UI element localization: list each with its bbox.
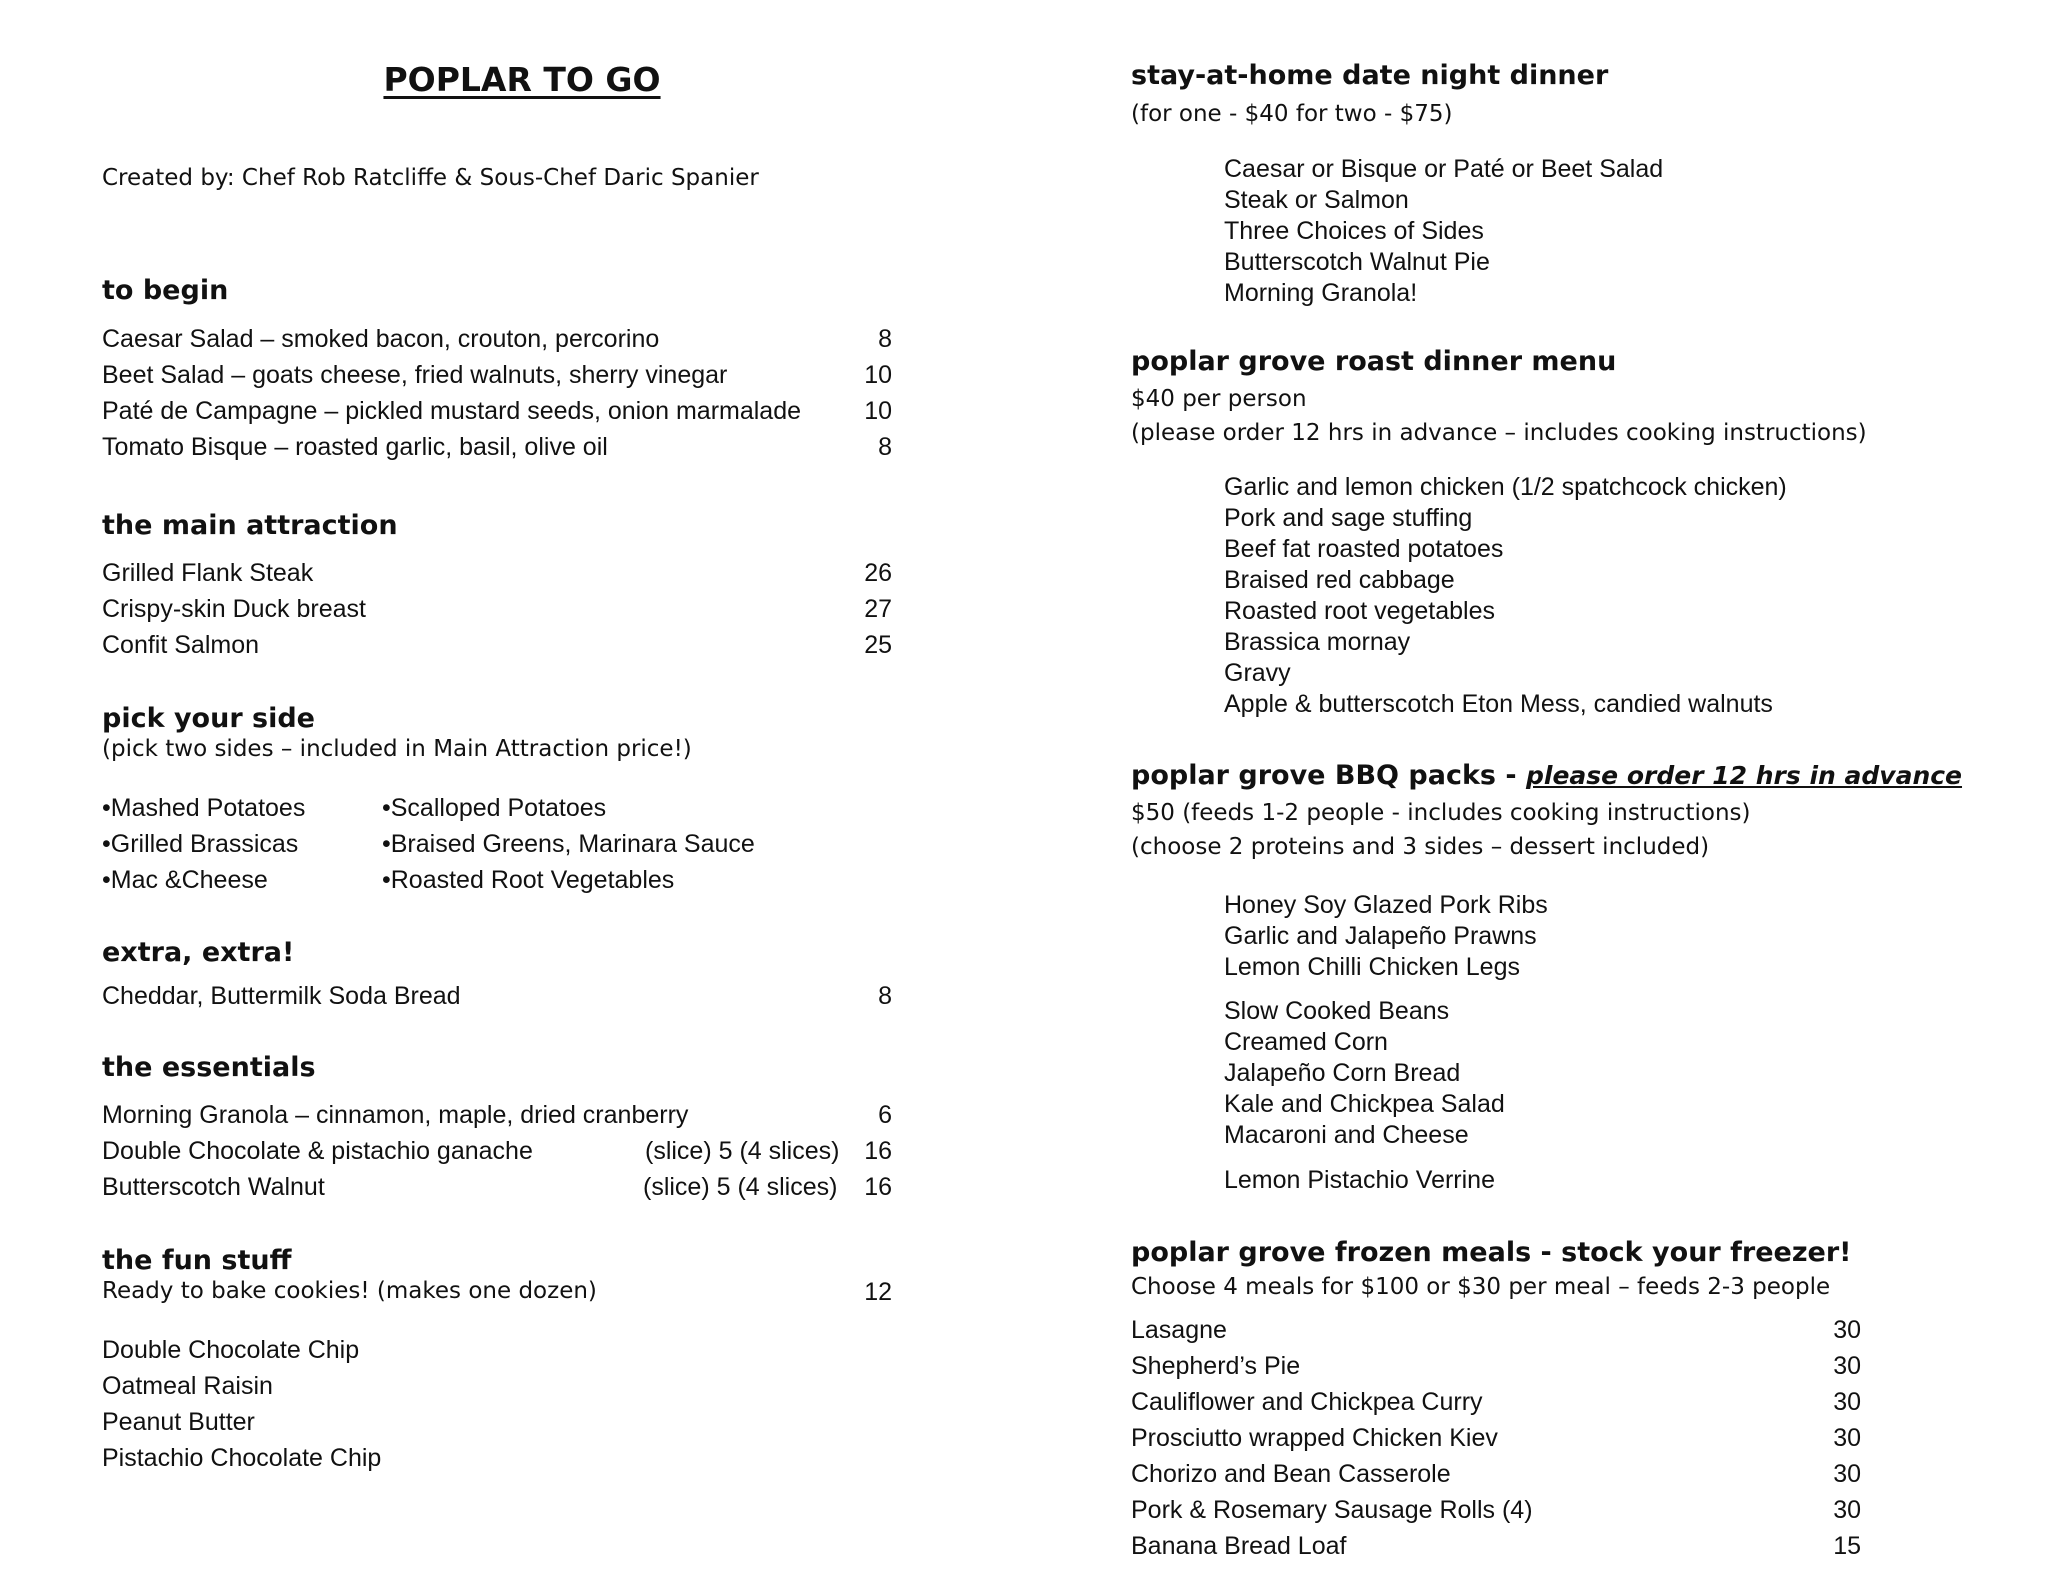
bbq-side: Creamed Corn — [1224, 1028, 1388, 1056]
section-sub: Ready to bake cookies! (makes one dozen) — [102, 1278, 597, 1304]
menu-item-name: Confit Salmon — [102, 631, 260, 659]
side-item: •Scalloped Potatoes — [382, 794, 607, 822]
menu-item-price: 30 — [1833, 1316, 1861, 1344]
menu-item-name: Shepherd’s Pie — [1131, 1352, 1301, 1380]
bbq-side: Jalapeño Corn Bread — [1224, 1059, 1461, 1087]
section-heading-date-night: stay-at-home date night dinner — [1131, 60, 1609, 91]
menu-item-price: 6 — [878, 1101, 892, 1129]
menu-item-price: 10 — [864, 361, 892, 389]
section-sub: (choose 2 proteins and 3 sides – dessert included) — [1131, 834, 1710, 860]
menu-item-name: Beet Salad – goats cheese, fried walnuts, sherry vinegar — [102, 361, 728, 389]
menu-item-name: Grilled Flank Steak — [102, 559, 314, 587]
side-item: •Grilled Brassicas — [102, 830, 299, 858]
package-item: Morning Granola! — [1224, 279, 1418, 307]
menu-item-note: (slice) 5 (4 slices) — [643, 1173, 838, 1201]
menu-item-price: 30 — [1833, 1424, 1861, 1452]
menu-item-name: Tomato Bisque – roasted garlic, basil, olive oil — [102, 433, 608, 461]
menu-item-price: 30 — [1833, 1388, 1861, 1416]
side-item: •Roasted Root Vegetables — [382, 866, 675, 894]
menu-item-price: 10 — [864, 397, 892, 425]
package-item: Apple & butterscotch Eton Mess, candied walnuts — [1224, 690, 1773, 718]
menu-item-name: Paté de Campagne – pickled mustard seeds, onion marmalade — [102, 397, 802, 425]
section-heading-essentials: the essentials — [102, 1052, 316, 1083]
bbq-side: Macaroni and Cheese — [1224, 1121, 1469, 1149]
package-item: Caesar or Bisque or Paté or Beet Salad — [1224, 155, 1664, 183]
bbq-dessert: Lemon Pistachio Verrine — [1224, 1166, 1495, 1194]
bbq-protein: Garlic and Jalapeño Prawns — [1224, 922, 1537, 950]
menu-item-name: Double Chocolate & pistachio ganache — [102, 1137, 533, 1165]
menu-item-price: 12 — [864, 1278, 892, 1306]
bbq-heading-separator: - — [1496, 760, 1527, 791]
section-note: (pick two sides – included in Main Attraction price!) — [102, 736, 692, 762]
menu-item-price: 8 — [878, 325, 892, 353]
package-item: Gravy — [1224, 659, 1291, 687]
menu-item-note: (slice) 5 (4 slices) — [645, 1137, 840, 1165]
package-item: Butterscotch Walnut Pie — [1224, 248, 1490, 276]
menu-item-name: Prosciutto wrapped Chicken Kiev — [1131, 1424, 1498, 1452]
bbq-protein: Lemon Chilli Chicken Legs — [1224, 953, 1520, 981]
menu-item-price: 30 — [1833, 1460, 1861, 1488]
menu-item-name: Banana Bread Loaf — [1131, 1532, 1347, 1560]
cookie-item: Double Chocolate Chip — [102, 1336, 360, 1364]
package-item: Roasted root vegetables — [1224, 597, 1496, 625]
menu-item-price: 8 — [878, 433, 892, 461]
menu-item-price: 30 — [1833, 1352, 1861, 1380]
bbq-heading-text: poplar grove BBQ packs — [1131, 760, 1496, 791]
menu-item-price: 16 — [864, 1173, 892, 1201]
menu-item-price: 26 — [864, 559, 892, 587]
side-item: •Braised Greens, Marinara Sauce — [382, 830, 755, 858]
side-item: •Mac &Cheese — [102, 866, 268, 894]
section-heading-roast: poplar grove roast dinner menu — [1131, 346, 1617, 377]
package-item: Three Choices of Sides — [1224, 217, 1484, 245]
section-sub: $50 (feeds 1-2 people - includes cooking instructions) — [1131, 800, 1751, 826]
package-item: Garlic and lemon chicken (1/2 spatchcock chicken) — [1224, 473, 1787, 501]
section-heading-sides: pick your side — [102, 703, 315, 734]
menu-item-name: Caesar Salad – smoked bacon, crouton, percorino — [102, 325, 660, 353]
cookie-item: Pistachio Chocolate Chip — [102, 1444, 382, 1472]
package-item: Steak or Salmon — [1224, 186, 1409, 214]
package-item: Beef fat roasted potatoes — [1224, 535, 1504, 563]
side-item: •Mashed Potatoes — [102, 794, 306, 822]
section-heading-extra: extra, extra! — [102, 937, 295, 968]
menu-item-name: Lasagne — [1131, 1316, 1227, 1344]
bbq-protein: Honey Soy Glazed Pork Ribs — [1224, 891, 1548, 919]
section-sub: (for one - $40 for two - $75) — [1131, 101, 1453, 127]
menu-item-name: Cauliflower and Chickpea Curry — [1131, 1388, 1483, 1416]
menu-item-price: 25 — [864, 631, 892, 659]
section-heading-fun: the fun stuff — [102, 1245, 292, 1276]
credit-line: Created by: Chef Rob Ratcliffe & Sous-Chef Daric Spanier — [102, 165, 759, 191]
section-heading-to-begin: to begin — [102, 275, 229, 306]
menu-item-price: 30 — [1833, 1496, 1861, 1524]
menu-item-price: 16 — [864, 1137, 892, 1165]
section-heading-frozen: poplar grove frozen meals - stock your freezer! — [1131, 1237, 1852, 1268]
menu-item-price: 27 — [864, 595, 892, 623]
section-sub: $40 per person — [1131, 386, 1307, 412]
menu-item-price: 15 — [1833, 1532, 1861, 1560]
menu-item-name: Butterscotch Walnut — [102, 1173, 325, 1201]
section-heading-bbq — [1131, 760, 1962, 791]
menu-item-name: Crispy-skin Duck breast — [102, 595, 366, 623]
page-title: POPLAR TO GO — [383, 60, 661, 99]
menu-item-name: Pork & Rosemary Sausage Rolls (4) — [1131, 1496, 1533, 1524]
package-item: Pork and sage stuffing — [1224, 504, 1473, 532]
package-item: Braised red cabbage — [1224, 566, 1455, 594]
section-sub: (please order 12 hrs in advance – includes cooking instructions) — [1131, 420, 1867, 446]
menu-item-name: Morning Granola – cinnamon, maple, dried cranberry — [102, 1101, 689, 1129]
bbq-advance-note: please order 12 hrs in advance — [1526, 761, 1963, 790]
section-sub: Choose 4 meals for $100 or $30 per meal – feeds 2-3 people — [1131, 1274, 1831, 1300]
menu-item-name: Cheddar, Buttermilk Soda Bread — [102, 982, 461, 1010]
cookie-item: Oatmeal Raisin — [102, 1372, 273, 1400]
section-heading-main: the main attraction — [102, 510, 398, 541]
package-item: Brassica mornay — [1224, 628, 1411, 656]
cookie-item: Peanut Butter — [102, 1408, 255, 1436]
menu-item-price: 8 — [878, 982, 892, 1010]
bbq-side: Kale and Chickpea Salad — [1224, 1090, 1505, 1118]
bbq-side: Slow Cooked Beans — [1224, 997, 1450, 1025]
menu-item-name: Chorizo and Bean Casserole — [1131, 1460, 1451, 1488]
